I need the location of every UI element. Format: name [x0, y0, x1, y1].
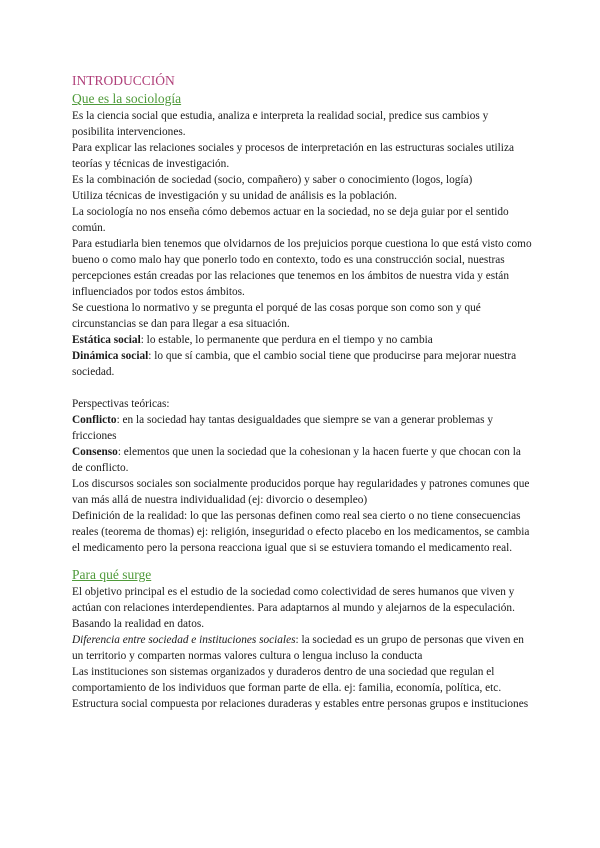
paragraph: Los discursos sociales son socialmente producidos porque hay regularidades y patrones comunes que van más allá de nuestra individualidad (ej: divorcio o desempleo)	[72, 478, 530, 506]
paragraph-consenso	[72, 444, 532, 476]
paragraph: Estructura social compuesta por relaciones duraderas y estables entre personas grupos e instituciones	[72, 698, 529, 710]
paragraph-perspectivas: Perspectivas teóricas:	[72, 398, 170, 410]
paragraph: Las instituciones son sistemas organizados y duraderos dentro de una sociedad que regulan el comportamiento de los individuos que forman parte de ella. ej: familia, economía, política, etc.	[72, 666, 502, 694]
term-consenso: Consenso	[72, 446, 118, 458]
paragraph-estatica	[72, 332, 532, 348]
paragraph: Utiliza técnicas de investigación y su unidad de análisis es la población.	[72, 190, 398, 202]
paragraph: Es la combinación de sociedad (socio, compañero) y saber o conocimiento (logos, logía)	[72, 174, 473, 186]
definition-estatica: : lo estable, lo permanente que perdura en el tiempo y no cambia	[140, 334, 433, 346]
term-diferencia: Diferencia entre sociedad e instituciones sociales	[72, 634, 296, 646]
definition-consenso: : elementos que unen la sociedad que la cohesionan y la hacen fuerte y que chocan con la de conflicto.	[72, 446, 521, 474]
paragraph-conflicto	[72, 412, 532, 444]
spacer	[72, 556, 532, 566]
document-page	[72, 72, 532, 712]
paragraph: El objetivo principal es el estudio de la sociedad como colectividad de seres humanos que viven y actúan con relaciones interdependientes. Para adaptarnos al mundo y alejarnos de la especulación. Basando la realidad en datos.	[72, 586, 515, 630]
paragraph: Se cuestiona lo normativo y se pregunta el porqué de las cosas porque son como son y qué circunstancias se dan para llegar a esa situación.	[72, 302, 481, 330]
paragraph-diferencia	[72, 632, 532, 664]
term-estatica: Estática social	[72, 334, 141, 346]
paragraph-dinamica	[72, 348, 532, 380]
section-title-que-es: Que es la sociología	[72, 91, 182, 106]
paragraph: Para explicar las relaciones sociales y procesos de interpretación en las estructuras sociales utiliza teorías y técnicas de investigación.	[72, 142, 514, 170]
term-dinamica: Dinámica social	[72, 350, 149, 362]
spacer	[72, 380, 532, 396]
paragraph: Para estudiarla bien tenemos que olvidarnos de los prejuicios porque cuestiona lo que está visto como bueno o como malo hay que ponerlo todo en contexto, todo es una construcción social, nuestras percepciones están creadas por las relaciones que tenemos en los ámbitos de nuestra vida y están influenciados por todos estos ámbitos.	[72, 238, 532, 298]
term-conflicto: Conflicto	[72, 414, 117, 426]
definition-dinamica: : lo que sí cambia, que el cambio social tiene que producirse para mejorar nuestra sociedad.	[72, 350, 517, 378]
definition-conflicto: : en la sociedad hay tantas desigualdades que siempre se van a generar problemas y fricciones	[72, 414, 493, 442]
paragraph: La sociología no nos enseña cómo debemos actuar en la sociedad, no se deja guiar por el sentido común.	[72, 206, 509, 234]
section-title-para-que: Para qué surge	[72, 567, 152, 582]
definition-diferencia: : la sociedad es un grupo de personas que viven en un territorio y comparten normas valores cultura o lengua incluso la conducta	[72, 634, 524, 662]
paragraph: Es la ciencia social que estudia, analiza e interpreta la realidad social, predice sus cambios y posibilita intervenciones.	[72, 110, 489, 138]
document-heading: INTRODUCCIÓN	[72, 73, 175, 88]
paragraph: Definición de la realidad: lo que las personas definen como real sea cierto o no tiene consecuencias reales (teorema de thomas) ej: religión, inseguridad o efecto placebo en los medicamentos, se cambia el medicamento pero la persona reacciona igual que si se estuviera tomando el medicamento real.	[72, 510, 530, 554]
